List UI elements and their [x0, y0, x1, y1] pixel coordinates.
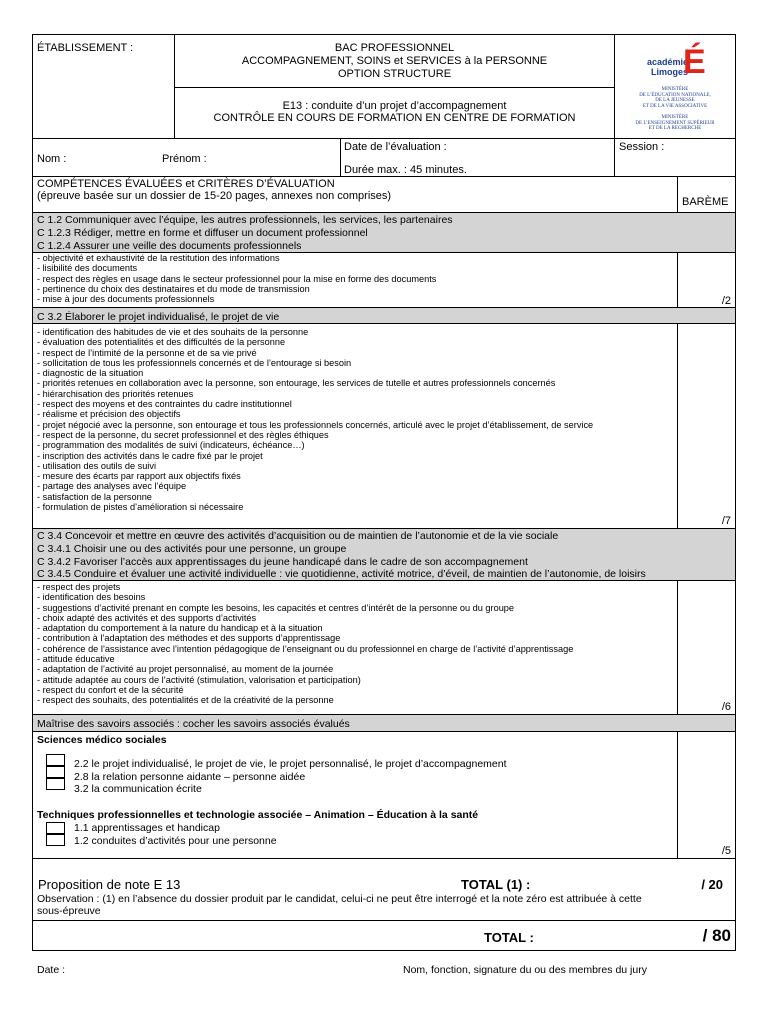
savoirs-group-2: Techniques professionnelles et technologie associée – Animation – Éducation à la santé: [37, 809, 479, 821]
criterion: - lisibilité des documents: [37, 263, 138, 274]
candidate-name-cell: [32, 138, 341, 177]
competences-header-line-1: COMPÉTENCES ÉVALUÉES et CRITÈRES D’ÉVALUATION: [37, 178, 335, 190]
savoir-item: 1.2 conduites d’activités pour une personne: [74, 835, 277, 847]
logo-word-limoges: Limoges: [651, 67, 689, 77]
criterion: - respect des règles en usage dans le secteur professionnel pour la mise en forme des documents: [37, 273, 437, 284]
savoirs-score: /5: [721, 845, 731, 857]
logo-e-letter: É: [683, 43, 706, 81]
etablissement-cell: [32, 34, 175, 139]
criterion: - pertinence du choix des destinataires et du mode de transmission: [37, 283, 310, 294]
criterion: - respect des projets: [37, 582, 121, 592]
savoirs-title: Maîtrise des savoirs associés : cocher les savoirs associés évalués: [37, 718, 350, 730]
criterion: - attitude adaptée au cours de l’activité (stimulation, valorisation et participation): [37, 674, 361, 685]
section-3-title-3: C 3.4.2 Favoriser l’accès aux apprentissages du jeune handicapé dans le cadre de son accompagnement: [37, 556, 528, 568]
session-cell: [614, 138, 736, 177]
total-1-value: / 20: [701, 877, 723, 892]
section-1-criteria-list: [37, 253, 436, 304]
savoir-checkbox[interactable]: [46, 834, 65, 846]
date-label: Date de l’évaluation :: [344, 141, 447, 153]
criterion: - choix adapté des activités et des supports d’activités: [37, 612, 257, 623]
title-line-3: OPTION STRUCTURE: [337, 68, 452, 80]
etablissement-label: ÉTABLISSEMENT :: [37, 42, 134, 54]
section-1-title-2: C 1.2.3 Rédiger, mettre en forme et diffuser un document professionnel: [37, 227, 368, 239]
observation-line-2: sous-épreuve: [37, 905, 101, 917]
date-cell: [340, 138, 615, 177]
footer-signature-label: Nom, fonction, signature du ou des membres du jury: [403, 964, 647, 976]
section-1-titles: [32, 212, 736, 253]
criterion: - objectivité et exhaustivité de la restitution des informations: [37, 253, 280, 263]
criterion: - mise à jour des documents professionnels: [37, 294, 215, 305]
section-3-title-1: C 3.4 Concevoir et mettre en œuvre des activités d’acquisition ou de maintien de l’autonomie et de la vie sociale: [37, 530, 559, 542]
criterion: - hiérarchisation des priorités retenues: [37, 388, 194, 399]
savoirs-title-cell: [32, 714, 736, 732]
logo-cell: [614, 34, 736, 139]
criterion: - respect des souhaits, des potentialités et de la créativité de la personne: [37, 695, 334, 706]
section-1-score: /2: [721, 295, 731, 307]
title-line-2: ACCOMPAGNEMENT, SOINS et SERVICES à la PERSONNE: [241, 55, 548, 67]
section-1-criteria-cell: [32, 252, 678, 308]
section-2-criteria-list: [37, 327, 593, 512]
total-2-cell: [32, 920, 736, 951]
section-2-title-1: C 3.2 Élaborer le projet individualisé, le projet de vie: [37, 311, 280, 323]
subtitle-line-2: CONTRÔLE EN COURS DE FORMATION EN CENTRE DE FORMATION: [213, 112, 576, 124]
section-3-criteria-cell: [32, 580, 678, 715]
section-2-score: /7: [721, 515, 731, 527]
savoirs-content-cell: [32, 731, 678, 859]
ministry-research-text: MINISTÈRE DE L’ENSEIGNEMENT SUPÉRIEUR ET DE LA RECHERCHE: [635, 115, 715, 132]
criterion: - contribution à l’adaptation des méthodes et des supports d’apprentissage: [37, 633, 341, 644]
savoir-checkbox[interactable]: [46, 822, 65, 834]
savoir-item: 2.8 la relation personne aidante – personne aidée: [74, 771, 306, 783]
bareme-header-cell: [677, 176, 736, 213]
criterion: - identification des habitudes de vie et des souhaits de la personne: [37, 327, 309, 337]
ministry-education-text: MINISTÈRE DE L’ÉDUCATION NATIONALE, DE LA JEUNESSE ET DE LA VIE ASSOCIATIVE: [639, 87, 711, 109]
criterion: - adaptation du comportement à la nature du handicap et à la situation: [37, 623, 323, 634]
competences-header-cell: [32, 176, 678, 213]
criterion: - programmation des modalités de suivi (indicateurs, échéance…): [37, 440, 305, 451]
section-3-score: /6: [721, 701, 731, 713]
savoirs-group-1: Sciences médico sociales: [37, 734, 167, 746]
footer-date-label: Date :: [37, 964, 66, 976]
criterion: - adaptation de l’activité au projet personnalisé, au moment de la journée: [37, 664, 334, 675]
section-3-score-cell: [677, 580, 736, 715]
section-3-title-2: C 3.4.1 Choisir une ou des activités pour une personne, un groupe: [37, 543, 347, 555]
criterion: - diagnostic de la situation: [37, 368, 144, 379]
savoir-item: 2.2 le projet individualisé, le projet de vie, le projet personnalisé, le projet d’accompagnement: [74, 758, 507, 770]
savoir-checkbox[interactable]: [46, 766, 65, 778]
proposition-label: Proposition de note E 13: [38, 877, 181, 892]
criterion: - respect du confort et de la sécurité: [37, 684, 184, 695]
section-2-score-cell: [677, 323, 736, 529]
criterion: - respect de la personne, du secret professionnel et des règles éthiques: [37, 429, 329, 440]
logo-word-academie: académie: [647, 57, 689, 67]
section-3-titles: [32, 528, 736, 581]
savoir-checkbox[interactable]: [46, 754, 65, 766]
savoir-checkbox[interactable]: [46, 778, 65, 790]
criterion: - partage des analyses avec l’équipe: [37, 481, 187, 492]
criterion: - respect des moyens et des contraintes du cadre institutionnel: [37, 399, 292, 410]
criterion: - sollicitation de tous les professionnels concernés et de l’entourage si besoin: [37, 357, 352, 368]
criterion: - utilisation des outils de suivi: [37, 460, 156, 471]
criterion: - réalisme et précision des objectifs: [37, 409, 181, 420]
criterion: - cohérence de l’assistance avec l’intention pédagogique de l’enseignant ou du professionnel en charge de l’activité d’apprentissage: [37, 643, 574, 654]
criterion: - attitude éducative: [37, 654, 115, 665]
criterion: - formulation de pistes d’amélioration si nécessaire: [37, 502, 244, 513]
section-1-title-1: C 1.2 Communiquer avec l’équipe, les autres professionnels, les services, les partenaires: [37, 214, 453, 226]
academie-logo: [641, 41, 711, 85]
savoir-item: 1.1 apprentissages et handicap: [74, 822, 220, 834]
section-3-criteria-list: [37, 582, 573, 706]
observation-line-1: Observation : (1) en l’absence du dossier produit par le candidat, celui-ci ne peut être interrogé et la note zéro est attribuée à cette: [37, 893, 642, 905]
total-2-label: TOTAL :: [484, 930, 534, 945]
bareme-label: BARÈME: [682, 196, 729, 208]
section-2-criteria-cell: [32, 323, 678, 529]
title-line-1: BAC PROFESSIONNEL: [334, 42, 455, 54]
criterion: - projet négocié avec la personne, son entourage et tous les professionnels concernés, articulé avec le projet d’établissement, de service: [37, 419, 594, 430]
competences-header-line-2: (épreuve basée sur un dossier de 15-20 pages, annexes non comprises): [37, 190, 392, 202]
criterion: - suggestions d’activité prenant en compte les besoins, les capacités et centres d’intérêt de la personne ou du groupe: [37, 602, 515, 613]
total-1-label: TOTAL (1) :: [461, 877, 531, 892]
criterion: - respect de l’intimité de la personne et de sa vie privé: [37, 347, 257, 358]
session-label: Session :: [619, 141, 665, 153]
section-1-score-cell: [677, 252, 736, 308]
subtitle-line-1: E13 : conduite d’un projet d’accompagnement: [282, 100, 507, 112]
savoir-item: 3.2 la communication écrite: [74, 783, 202, 795]
title-cell: [174, 34, 615, 88]
duree-label: Durée max. : 45 minutes.: [344, 164, 467, 176]
section-2-titles: [32, 307, 736, 324]
criterion: - inscription des activités dans le cadre fixé par le projet: [37, 450, 263, 461]
total-2-value: / 80: [702, 926, 731, 945]
criterion: - satisfaction de la personne: [37, 491, 152, 502]
savoirs-score-cell: [677, 731, 736, 859]
section-1-title-3: C 1.2.4 Assurer une veille des documents professionnels: [37, 240, 302, 252]
criterion: - évaluation des potentialités et des difficultés de la personne: [37, 337, 286, 348]
criterion: - priorités retenues en collaboration avec la personne, son entourage, les services de tutelle et autres professionnels concernés: [37, 378, 556, 389]
criterion: - mesure des écarts par rapport aux objectifs fixés: [37, 471, 241, 482]
nom-label: Nom :: [37, 153, 67, 165]
section-3-title-4: C 3.4.5 Conduire et évaluer une activité individuelle : vie quotidienne, activité motrice, d’éveil, de maintien de l’autonomie, de loisirs: [37, 568, 646, 580]
total-1-cell: [32, 858, 736, 921]
prenom-label: Prénom :: [162, 153, 207, 165]
subtitle-cell: [174, 87, 615, 139]
criterion: - identification des besoins: [37, 592, 146, 603]
